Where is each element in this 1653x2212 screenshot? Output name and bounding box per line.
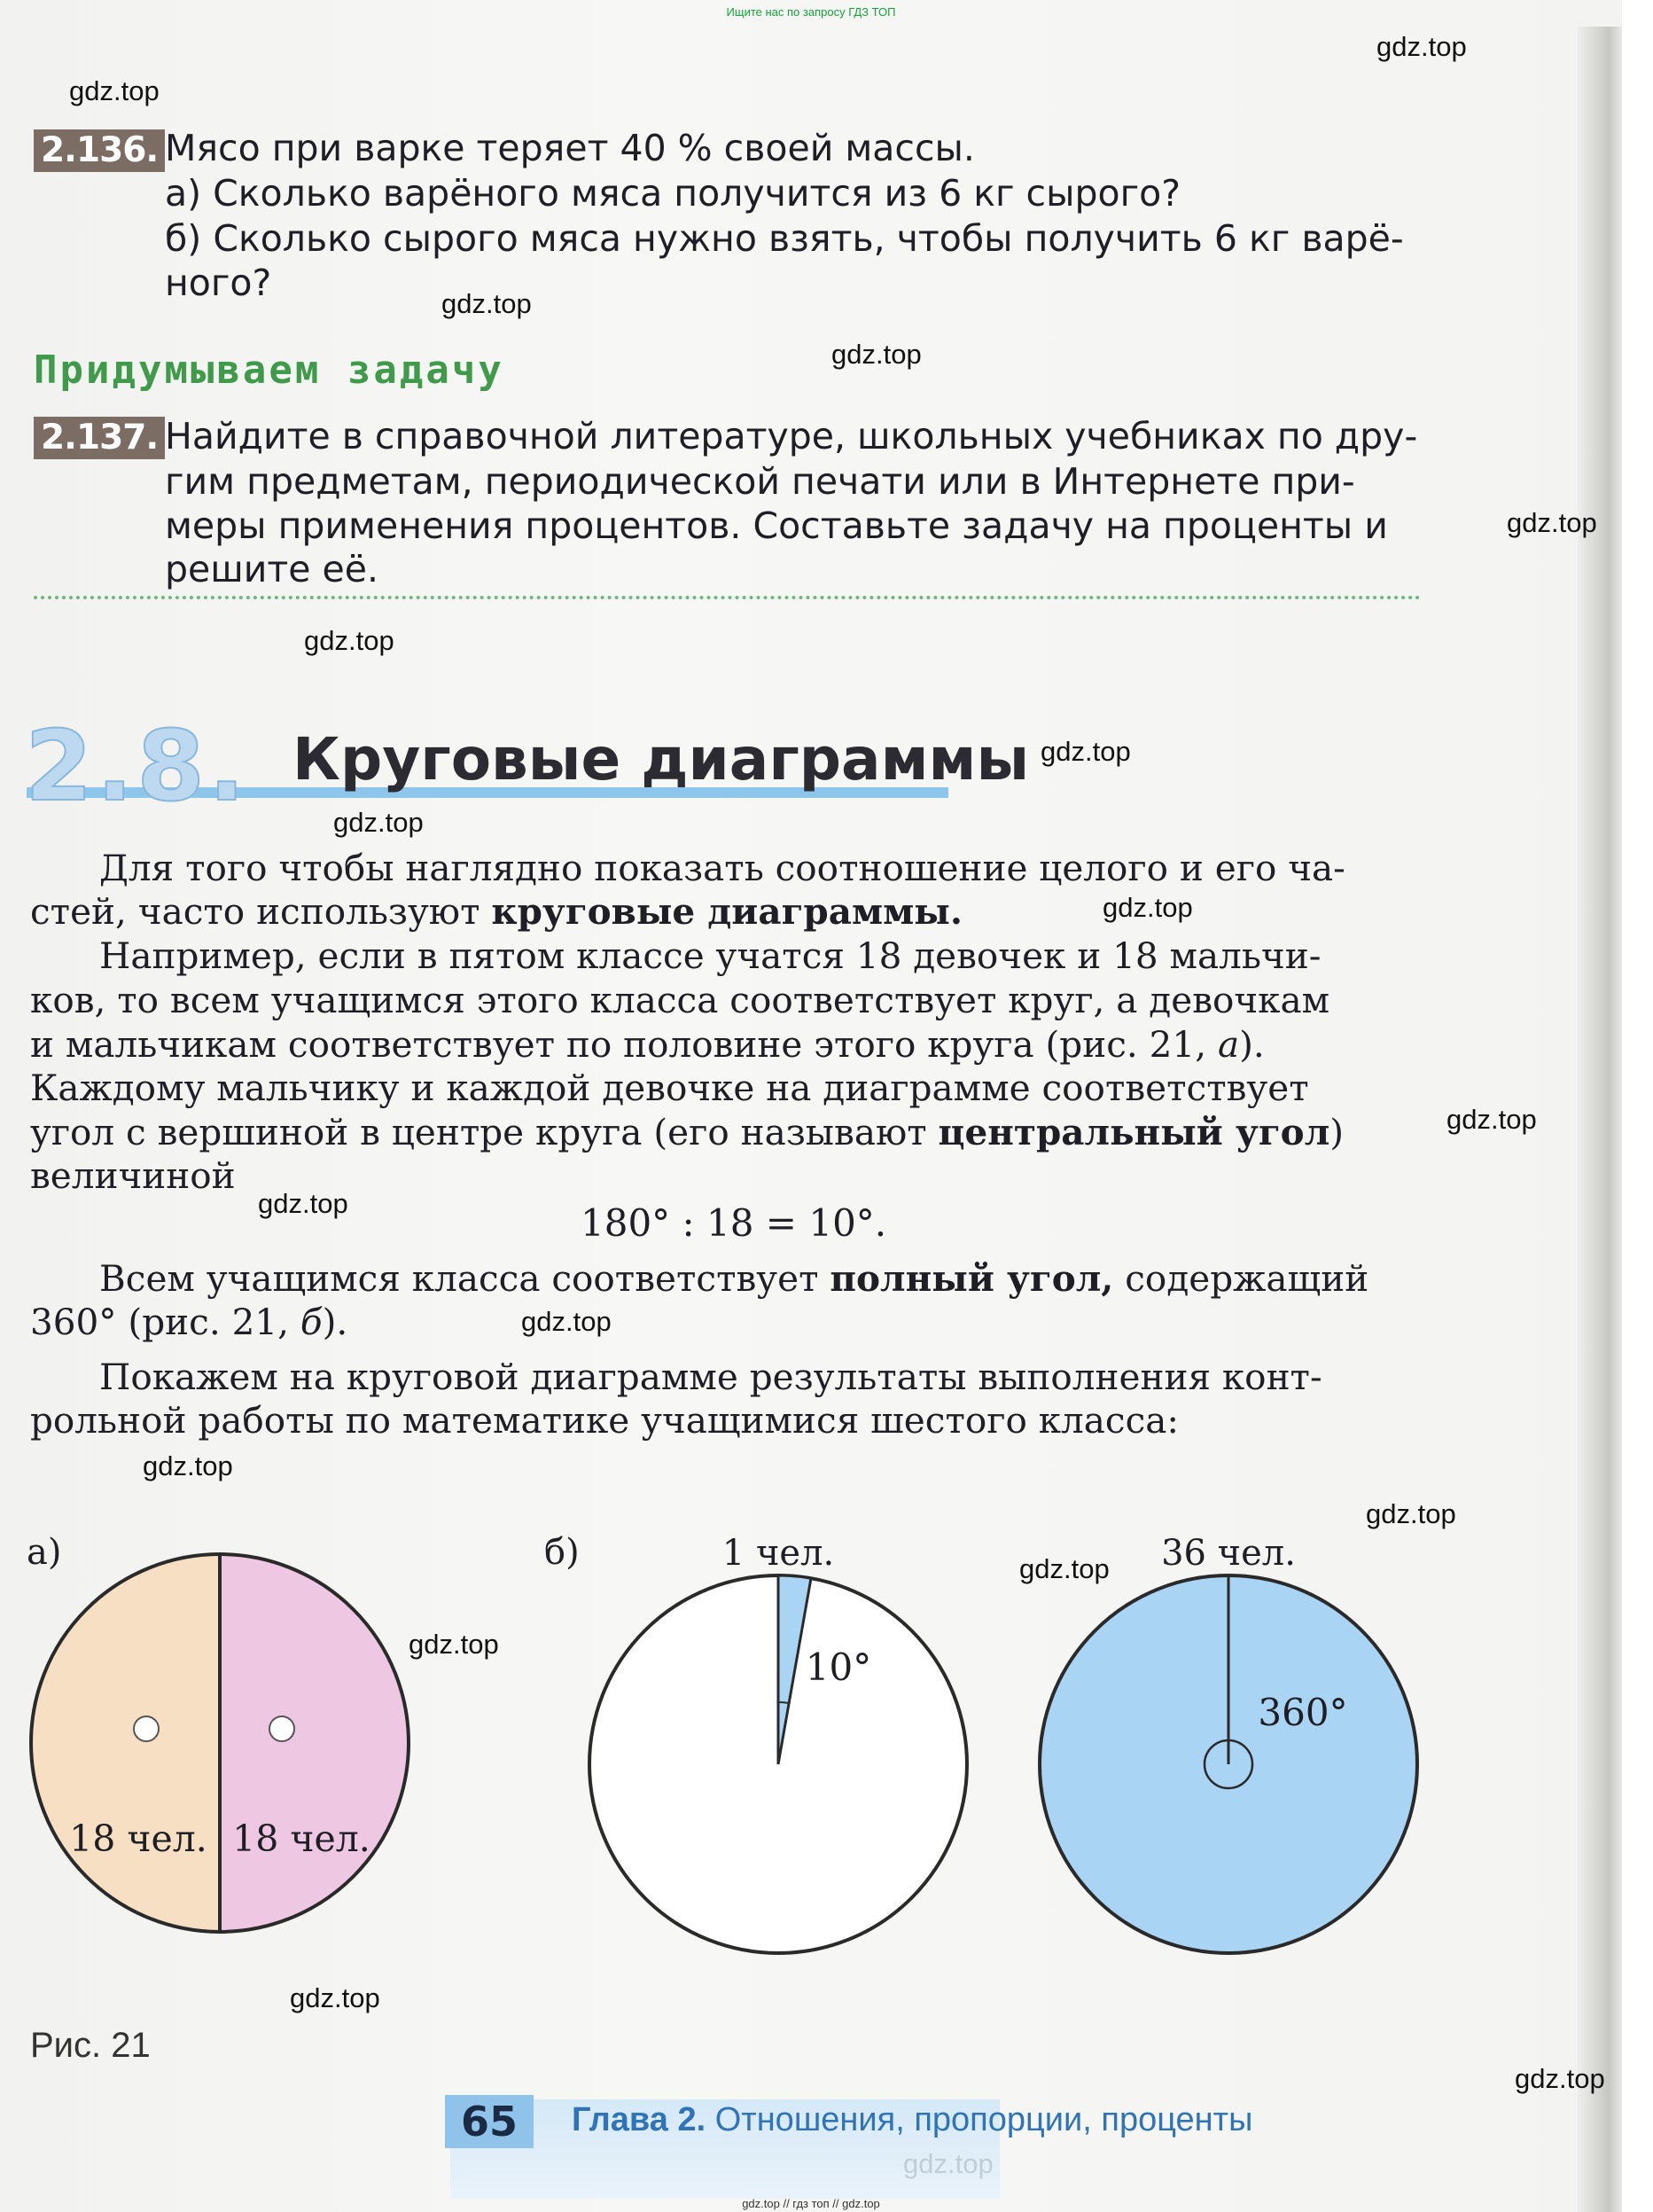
top-search-note: Ищите нас по запросу ГДЗ ТОП: [726, 5, 896, 19]
paragraph-line: и мальчикам соответствует по половине этого круга (рис. 21, а).: [30, 1023, 1265, 1066]
pie-slice: [220, 1554, 409, 1932]
task-2-137-line: гим предметам, периодической печати или в Интернете при-: [165, 460, 1355, 503]
paragraph-line: стей, часто используют круговые диаграммы.: [30, 890, 963, 933]
task-2-136-line: Мясо при варке теряет 40 % своей массы.: [165, 127, 975, 169]
watermark: gdz.top: [1366, 1498, 1456, 1529]
pie-angle-label: 10°: [805, 1645, 872, 1689]
section-number: 2.8.: [25, 709, 249, 823]
chapter-title: Глава 2. Отношения, пропорции, проценты: [572, 2101, 1253, 2138]
paragraph-line: ков, то всем учащимся этого класса соответствует круг, а девочкам: [30, 979, 1330, 1021]
paragraph-line: Для того чтобы наглядно показать соотношение целого и его ча-: [99, 847, 1345, 889]
task-2-136-line: ного?: [165, 262, 272, 304]
task-2-137-line: Найдите в справочной литературе, школьных учебниках по дру-: [165, 415, 1418, 457]
watermark: gdz.top: [441, 288, 532, 319]
bottom-note: gdz.top // гдз топ // gdz.top: [742, 2197, 880, 2210]
watermark: gdz.top: [1041, 736, 1131, 767]
paragraph-line: рольной работы по математике учащимися шестого класса:: [30, 1399, 1180, 1442]
paragraph-line: величиной: [30, 1154, 236, 1197]
watermark: gdz.top: [258, 1188, 348, 1219]
watermark: gdz.top: [1515, 2063, 1605, 2094]
pie-slice-label: 18 чел.: [69, 1817, 207, 1860]
section-title: Круговые диаграммы: [292, 725, 1030, 793]
task-2-137-line: меры применения процентов. Составьте задачу на проценты и: [165, 504, 1388, 547]
paragraph-line: Всем учащимся класса соответствует полный угол, содержащий: [99, 1257, 1369, 1300]
figure-caption: Рис. 21: [30, 2026, 151, 2065]
watermark: gdz.top: [831, 339, 922, 370]
paragraph-line: Каждому мальчику и каждой девочке на диаграмме соответствует: [30, 1067, 1309, 1109]
girl-icon: [134, 1716, 159, 1741]
watermark: gdz.top: [290, 1982, 380, 2013]
task-number-2-137: 2.137.: [34, 417, 165, 459]
boy-icon: [269, 1716, 294, 1741]
pie-slice: [31, 1554, 220, 1932]
term-central-angle: центральный угол: [938, 1111, 1330, 1153]
page-number: 65: [445, 2095, 534, 2148]
watermark: gdz.top: [521, 1306, 612, 1337]
panel-b-label: б): [544, 1532, 580, 1573]
watermark: gdz.top: [69, 75, 160, 106]
task-2-137-line: решите её.: [165, 548, 379, 590]
watermark: gdz.top: [304, 625, 394, 656]
watermark: gdz.top: [1019, 1553, 1110, 1584]
watermark: gdz.top: [333, 807, 424, 838]
paragraph-line: Например, если в пятом классе учатся 18 девочек и 18 мальчи-: [99, 934, 1322, 977]
term-full-angle: полный угол,: [830, 1257, 1114, 1300]
pie-slice-label: 1 чел.: [721, 1533, 835, 1574]
watermark: gdz.top: [1507, 507, 1597, 538]
formula: 180° : 18 = 10°.: [581, 1201, 887, 1245]
watermark: gdz.top: [1446, 1104, 1537, 1135]
watermark: gdz.top: [143, 1450, 233, 1481]
angle-arc: [778, 1702, 789, 1703]
watermark: gdz.top: [409, 1629, 499, 1660]
invent-problem-heading: Придумываем задачу: [34, 348, 504, 393]
pie-angle-label: 360°: [1258, 1691, 1348, 1734]
panel-a-label: а): [27, 1532, 62, 1573]
pie-slice-label: 18 чел.: [232, 1817, 370, 1860]
watermark: gdz.top: [1103, 892, 1193, 923]
task-2-136-line: б) Сколько сырого мяса нужно взять, чтобы получить 6 кг варё-: [165, 217, 1404, 260]
task-number-2-136: 2.136.: [34, 129, 165, 172]
watermark: gdz.top: [1376, 31, 1467, 62]
task-2-136-line: а) Сколько варёного мяса получится из 6 кг сырого?: [165, 172, 1181, 215]
term-pie-charts: круговые диаграммы.: [491, 890, 963, 933]
pie-slice-label: 36 чел.: [1161, 1533, 1296, 1574]
paragraph-line: Покажем на круговой диаграмме результаты выполнения конт-: [99, 1356, 1322, 1398]
paragraph-line: 360° (рис. 21, б).: [30, 1301, 348, 1343]
paragraph-line: угол с вершиной в центре круга (его называют центральный угол): [30, 1111, 1345, 1153]
